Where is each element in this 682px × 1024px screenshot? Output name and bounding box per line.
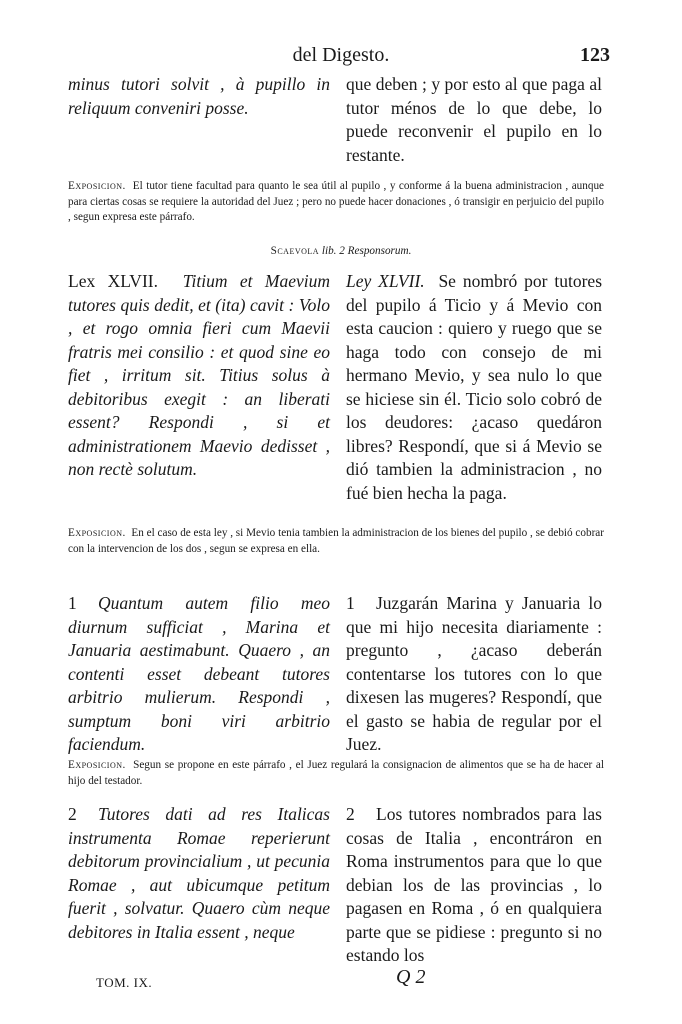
paragraph-text: Juzgarán Marina y Januaria lo que mi hijo necesita diariamente : pregunto , ¿acaso deberán contentarse los tutores con lo que dixesen las mugeres? Respondí, que el gasto se habia de regular por el Juez. — [346, 593, 602, 754]
lex-47-latin — [68, 270, 330, 482]
spanish-column-continuation: que deben ; y por esto al que paga al tutor ménos de lo que debe, lo puede reconvenir el pupilo en lo restante. — [346, 74, 602, 165]
lex-heading: Lex XLVII. — [68, 271, 158, 291]
exposicion-label: Exposicion. — [68, 759, 126, 771]
signature-mark: Q 2 — [396, 966, 426, 988]
paragraph-1-latin — [68, 592, 330, 757]
exposicion-note-3 — [68, 758, 604, 789]
paragraph-number: 2 — [68, 804, 77, 824]
exposicion-label: Exposicion. — [68, 527, 126, 539]
source-attribution — [0, 245, 682, 257]
exposicion-label: Exposicion. — [68, 180, 126, 192]
ley-47-spanish — [346, 270, 602, 505]
ley-heading: Ley XLVII. — [346, 271, 425, 291]
paragraph-2-spanish — [346, 803, 602, 968]
volume-label: TOM. IX. — [96, 975, 153, 990]
paragraph-1-spanish — [346, 592, 602, 757]
attribution-work: lib. 2 Responsorum. — [321, 245, 412, 257]
paragraph-2-latin — [68, 803, 330, 944]
paragraph-number: 1 — [346, 593, 355, 613]
exposicion-note-2 — [68, 526, 604, 557]
exposicion-text: Segun se propone en este párrafo , el Juez regulará la consignacion de alimentos que se ha de hacer al hijo del testador. — [68, 759, 604, 787]
exposicion-text: El tutor tiene facultad para quanto le sea útil al pupilo , y conforme á la buena administracion , aunque para ciertas cosas se requiere la autoridad del Juez ; pero no puede hacer donaciones , ó transigir en perjuicio del pupilo , segun expresa este párrafo. — [68, 180, 605, 223]
latin-column-continuation: minus tutori solvit , à pupillo in reliquum conveniri posse. — [68, 74, 330, 118]
running-head: del Digesto. — [292, 44, 390, 66]
exposicion-text: En el caso de esta ley , si Mevio tenia tambien la administracion de los bienes del pupilo , se debió cobrar con la intervencion de los dos , segun se expresa en ella. — [68, 527, 604, 555]
attribution-author: Scaevola — [270, 245, 320, 257]
paragraph-text: Tutores dati ad res Italicas instrumenta Romae reperierunt debitorum provincialium , ut pecunia Romae , aut ubicumque petitum fuerit , solvatur. Quaero cùm neque debitores in Italia essent , neque — [68, 804, 330, 942]
exposicion-note-1 — [68, 179, 604, 226]
lex-text: Titium et Maevium tutores quis dedit, et (ita) cavit : Volo , et rogo omnia fieri cum Maevii fratris mei consilio : et quod sine eo fiet , irritum sit. Titius solus à debitoribus exegit : an liberati essent? Respondi , si et administrationem Maevio dedisset , non rectè solutum. — [68, 271, 330, 479]
paragraph-number: 1 — [68, 593, 77, 613]
paragraph-text: Quantum autem filio meo diurnum sufficiat , Marina et Januaria aestimabunt. Quaero , an contenti esset debeant tutores arbitrio mulierum. Respondi , sumptum boni viri arbitrio faciendum. — [68, 593, 330, 754]
ley-text: Se nombró por tutores del pupilo á Ticio y á Mevio con esta caucion : quiero y ruego que se haga todo con consejo de mi hermano Mevio, y sea nulo lo que se hiciese sin él. Ticio solo cobró de los deudores: ¿acaso quedáron libres? Respondí, que si á Mevio se dió tambien la administracion , no fué bien hecha la paga. — [346, 271, 602, 503]
page-number: 123 — [580, 44, 610, 66]
paragraph-number: 2 — [346, 804, 355, 824]
paragraph-text: Los tutores nombrados para las cosas de Italia , encontráron en Roma instrumentos para que lo que debian los de las provincias , lo pagasen en Roma , ó en qualquiera parte que se pidiese : pregunto si no estando los — [346, 804, 602, 965]
